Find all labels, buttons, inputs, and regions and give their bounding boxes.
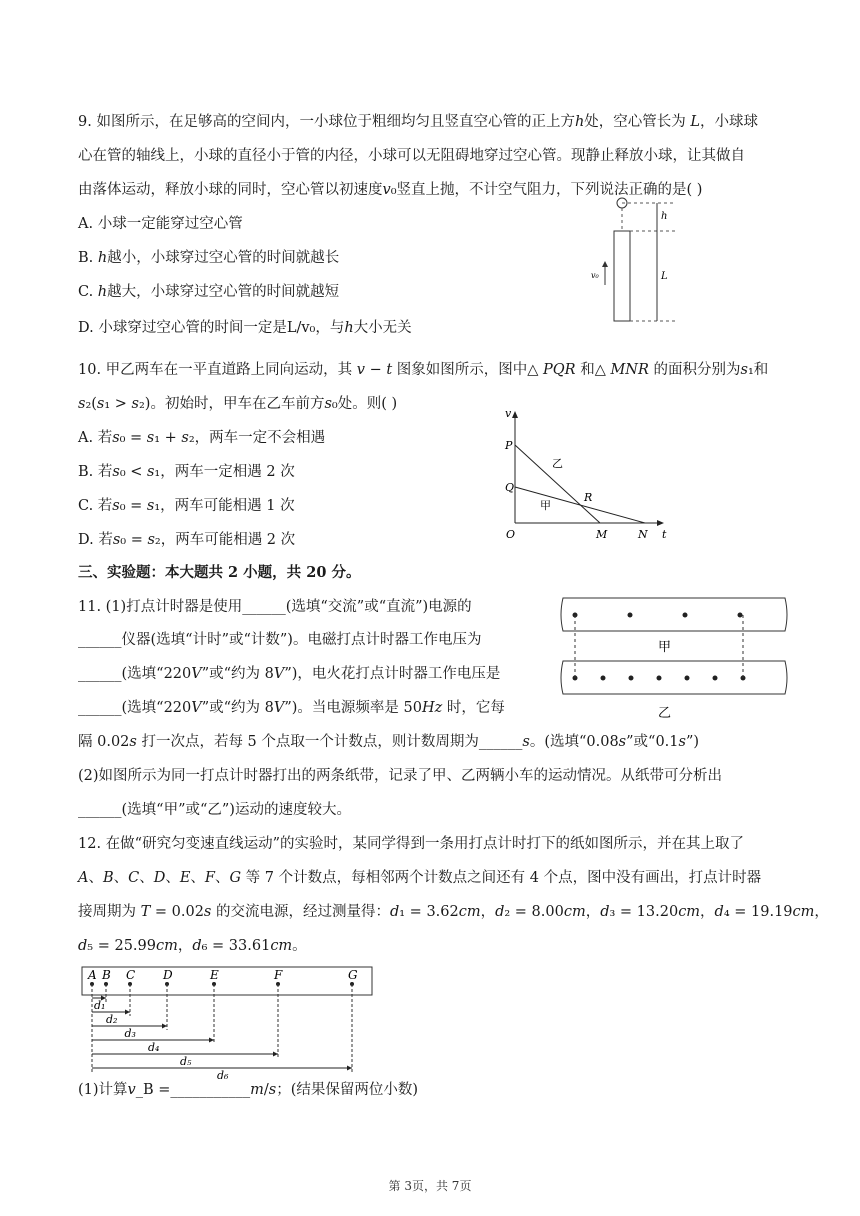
dot: [628, 613, 633, 618]
q10-option-c: C. 若𝑠₀ = 𝑠₁，两车可能相遇 1 次: [78, 498, 295, 514]
page-footer: 第 3页，共 7页: [388, 1179, 472, 1193]
q11-line3: ______(选填“220𝑉”或“约为 8𝑉”)，电火花打点计时器工作电压是: [78, 666, 501, 682]
label-L: L: [661, 271, 668, 282]
q9-stem-line3: 由落体运动，释放小球的同时，空心管以初速度𝑣₀竖直上抛，不计空气阻力，下列说法正确的是( ): [78, 182, 703, 198]
q11-tapes-figure: [555, 593, 800, 728]
q11-line4: ______(选填“220𝑉”或“约为 8𝑉”)。当电源频率是 50𝐻𝑧 时，它每: [78, 700, 505, 716]
tape-yi: [561, 661, 787, 694]
dot: [738, 613, 743, 618]
dot: [629, 676, 634, 681]
line-jia: [515, 487, 645, 523]
q10-option-d: D. 若𝑠₀ = 𝑠₂，两车可能相遇 2 次: [78, 532, 296, 548]
q12-line3: 接周期为 𝑇 = 0.02𝑠 的交流电源，经过测量得：𝑑₁ = 3.62𝑐𝑚，𝑑₂ = 8.00𝑐𝑚，𝑑₃ = 13.20𝑐𝑚，𝑑₄ = 19.19𝑐𝑚，: [78, 904, 829, 920]
label-O: O: [506, 528, 516, 541]
tape-jia-label: 甲: [658, 640, 672, 655]
label-N: N: [638, 528, 648, 541]
q10-option-a: A. 若𝑠₀ = 𝑠₁ + 𝑠₂，两车一定不会相遇: [78, 430, 326, 446]
distance-label-1: d₁: [94, 999, 106, 1012]
q11-line7: ______(选填“甲”或“乙”)运动的速度较大。: [78, 802, 351, 818]
q9-option-c: C. ℎ越大，小球穿过空心管的时间就越短: [78, 284, 340, 300]
tape-jia: [561, 598, 787, 631]
point-label-G: G: [348, 968, 358, 982]
q9-option-a: A. 小球一定能穿过空心管: [78, 216, 243, 232]
arrow-head-icon: [347, 1066, 352, 1071]
label-t: t: [662, 528, 667, 541]
distance-label-6: d₆: [217, 1069, 229, 1082]
dot: [683, 613, 688, 618]
point-label-E: E: [210, 968, 219, 982]
arrow-head-icon: [602, 261, 608, 267]
dot: [657, 676, 662, 681]
arrow-head-icon: [125, 1010, 130, 1015]
point-label-D: D: [163, 968, 173, 982]
label-v0: v₀: [591, 271, 599, 280]
label-M: M: [596, 528, 608, 541]
arrow-head-icon: [162, 1024, 167, 1029]
q12-sub1: (1)计算𝑣_B =___________𝑚/𝑠；(结果保留两位小数): [78, 1082, 419, 1098]
q10-stem-line2: 𝑠₂(𝑠₁ > 𝑠₂)。初始时，甲车在乙车前方𝑠₀处。则( ): [78, 396, 398, 412]
q9-stem-line2: 心在管的轴线上，小球的直径小于管的内径，小球可以无阻碍地穿过空心管。现静止释放小球，让其做自: [78, 148, 745, 164]
tape-yi-label: 乙: [658, 706, 672, 721]
q10-option-b: B. 若𝑠₀ < 𝑠₁，两车一定相遇 2 次: [78, 464, 295, 480]
distance-label-3: d₃: [124, 1027, 136, 1040]
point-label-F: F: [274, 968, 283, 982]
dot: [601, 676, 606, 681]
section-3-heading: 三、实验题：本大题共 2 小题，共 20 分。: [78, 564, 361, 581]
q12-tape-figure: [80, 962, 380, 1082]
q9-tube-figure: [585, 195, 695, 330]
arrow-head-icon: [209, 1038, 214, 1043]
dot: [685, 676, 690, 681]
distance-label-4: d₄: [148, 1041, 160, 1054]
point-label-C: C: [126, 968, 136, 982]
arrow-head-icon: [273, 1052, 278, 1057]
q12-line1: 12. 在做“研究匀变速直线运动”的实验时，某同学得到一条用打点计时打下的纸如图所示，并在其上取了: [78, 836, 744, 852]
q11-line6: (2)如图所示为同一打点计时器打出的两条纸带，记录了甲、乙两辆小车的运动情况。从纸带可分析出: [78, 768, 723, 784]
label-P: P: [505, 439, 513, 452]
hollow-tube: [614, 231, 630, 321]
q9-option-d: D. 小球穿过空心管的时间一定是L/v₀，与ℎ大小无关: [78, 320, 412, 336]
label-yi: 乙: [552, 457, 563, 470]
dot: [713, 676, 718, 681]
label-jia: 甲: [540, 499, 551, 512]
point-label-A: A: [88, 968, 97, 982]
label-v: v: [505, 407, 512, 420]
q10-vt-graph: [500, 405, 675, 545]
point-label-B: B: [102, 968, 111, 982]
q12-line2: 𝐴、𝐵、𝐶、𝐷、𝐸、𝐹、𝐺 等 7 个计数点，每相邻两个计数点之间还有 4 个点，图中没有画出，打点计时器: [78, 870, 762, 886]
q10-stem-line1: 10. 甲乙两车在一平直道路上同向运动，其 𝑣 − 𝑡 图象如图所示，图中△ 𝑃𝑄𝑅 和△ 𝑀𝑁𝑅 的面积分别为𝑠₁和: [78, 362, 769, 378]
q11-line5: 隔 0.02𝑠 打一次点，若每 5 个点取一个计数点，则计数周期为______𝑠。(选填“0.08𝑠”或“0.1𝑠”): [78, 734, 700, 750]
q11-line1: 11. (1)打点计时器是使用______(选填“交流”或“直流”)电源的: [78, 599, 472, 615]
q9-option-b: B. ℎ越小，小球穿过空心管的时间就越长: [78, 250, 340, 266]
label-R: R: [584, 491, 593, 504]
distance-label-2: d₂: [106, 1013, 118, 1026]
q12-line4: 𝑑₅ = 25.99𝑐𝑚，𝑑₆ = 33.61𝑐𝑚。: [78, 938, 307, 954]
label-Q: Q: [505, 481, 515, 494]
distance-label-5: d₅: [180, 1055, 192, 1068]
t-axis-arrow-icon: [657, 520, 664, 526]
v-axis-arrow-icon: [512, 411, 518, 418]
q11-line2: ______仪器(选填“计时”或“计数”)。电磁打点计时器工作电压为: [78, 632, 482, 648]
q9-stem-line1: 9. 如图所示，在足够高的空间内，一小球位于粗细均匀且竖直空心管的正上方ℎ处，空心管长为 𝐿，小球球: [78, 114, 759, 130]
label-h: h: [661, 211, 668, 222]
